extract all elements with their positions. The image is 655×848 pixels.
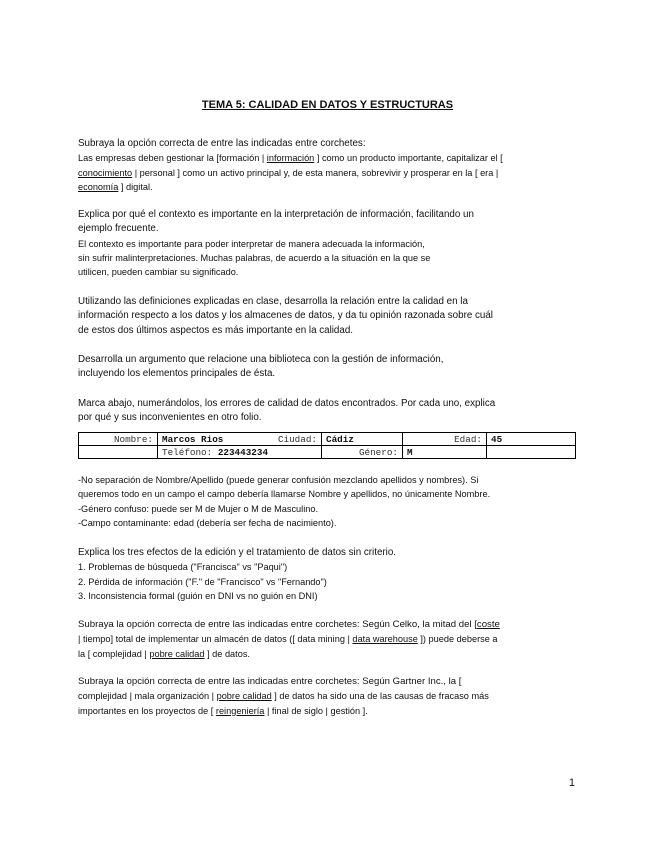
nombre-value: Marcos Rios Ciudad:	[158, 433, 322, 446]
error-line-1: -No separación de Nombre/Apellido (puede generar confusión mezclando apellidos y nombres). Si	[78, 475, 479, 485]
question-4	[78, 353, 578, 382]
q2-line-2: ejemplo frecuente.	[78, 223, 159, 235]
q8-line-2: complejidad | mala organización | pobre calidad ] de datos ha sido una de las causas de fracaso más	[78, 691, 489, 702]
q7-line-2: | tiempo] total de implementar un almacén de datos ([ data mining | data warehouse ]) puede deberse a	[78, 634, 498, 645]
question-6	[78, 546, 578, 603]
empty-cell	[487, 446, 576, 459]
q5-line-1: Marca abajo, numerándolos, los errores de calidad de datos encontrados. Por cada uno, explica	[78, 398, 496, 409]
error-line-4: -Campo contaminante: edad (debería ser fecha de nacimiento).	[78, 517, 337, 528]
edad-value: 45	[487, 433, 576, 446]
q3-line-1: Utilizando las definiciones explicadas en clase, desarrolla la relación entre la calidad en la	[78, 296, 468, 307]
ciudad-label: Ciudad:	[277, 433, 317, 445]
edad-label: Edad:	[403, 433, 487, 446]
q5-line-2: por qué y sus inconvenientes en otro folio.	[78, 412, 262, 424]
telefono-cell	[158, 446, 322, 459]
genero-label: Género:	[322, 446, 403, 459]
q3-line-2: información respecto a los datos y los almacenes de datos, y da tu opinión razonada sobre cuál	[78, 310, 493, 322]
telefono-value: 223443234	[217, 446, 269, 458]
q2-answer-2: sin sufrir malinterpretaciones. Muchas palabras, de acuerdo a la situación en la que se	[78, 252, 431, 263]
q1-line-3: economía ] digital.	[78, 181, 153, 192]
question-5	[78, 397, 578, 426]
q2-line-1: Explica por qué el contexto es importante en la interpretación de información, facilitando un	[78, 209, 474, 220]
q8-line-1: Subraya la opción correcta de entre las indicadas entre corchetes: Según Gartner Inc., la [	[78, 676, 462, 687]
nombre-label: Nombre:	[79, 433, 158, 446]
empty-cell	[79, 446, 158, 459]
data-record-table	[78, 432, 576, 459]
q6-answer-2: 2. Pérdida de información ("F." de "Francisco" vs "Fernando")	[78, 576, 327, 587]
q2-answer-1: El contexto es importante para poder interpretar de manera adecuada la información,	[78, 238, 425, 249]
question-2	[78, 208, 578, 279]
table-row	[79, 433, 576, 446]
question-7	[78, 618, 578, 661]
genero-value: M	[403, 446, 487, 459]
q2-answer-3: utilicen, pueden cambiar su significado.	[78, 267, 239, 278]
q4-line-2: incluyendo los elementos principales de ésta.	[78, 368, 276, 380]
q8-line-3: importantes en los proyectos de [ reingeniería | final de siglo | gestión ].	[78, 705, 368, 716]
question-3	[78, 295, 578, 338]
q4-line-1: Desarrolla un argumento que relacione una biblioteca con la gestión de información,	[78, 354, 444, 365]
q6-answer-3: 3. Inconsistencia formal (guión en DNI vs no guión en DNI)	[78, 590, 318, 601]
q7-line-3: la [ complejidad | pobre calidad ] de datos.	[78, 648, 250, 659]
page-number: 1	[568, 777, 575, 789]
error-line-3: -Género confuso: puede ser M de Mujer o M de Masculino.	[78, 503, 319, 514]
ciudad-value: Cádiz	[322, 433, 403, 446]
error-list	[78, 473, 578, 530]
q3-line-3: de estos dos últimos aspectos es más importante en la calidad.	[78, 324, 354, 336]
page-title: TEMA 5: CALIDAD EN DATOS Y ESTRUCTURAS	[201, 99, 454, 111]
question-8	[78, 675, 578, 718]
question-1	[78, 137, 578, 194]
telefono-label: Teléfono:	[162, 446, 213, 458]
q7-line-1: Subraya la opción correcta de entre las indicadas entre corchetes: Según Celko, la mitad del [coste	[78, 619, 500, 630]
q6-line-1: Explica los tres efectos de la edición y el tratamiento de datos sin criterio.	[78, 547, 397, 558]
q1-intro: Subraya la opción correcta de entre las indicadas entre corchetes:	[78, 138, 366, 149]
q6-answer-1: 1. Problemas de búsqueda ("Francisca" vs "Paqui")	[78, 562, 288, 573]
q1-line-2: conocimiento | personal ] como un activo principal y, de esta manera, sobrevivir y prosperar en la [ era |	[78, 167, 499, 178]
q1-line-1: Las empresas deben gestionar la [formación | información ] como un producto importante, capitalizar el [	[78, 153, 503, 164]
error-line-2: queremos todo en un campo el campo debería llamarse Nombre y apellidos, no únicamente Nombre.	[78, 489, 491, 500]
table-row	[79, 446, 576, 459]
